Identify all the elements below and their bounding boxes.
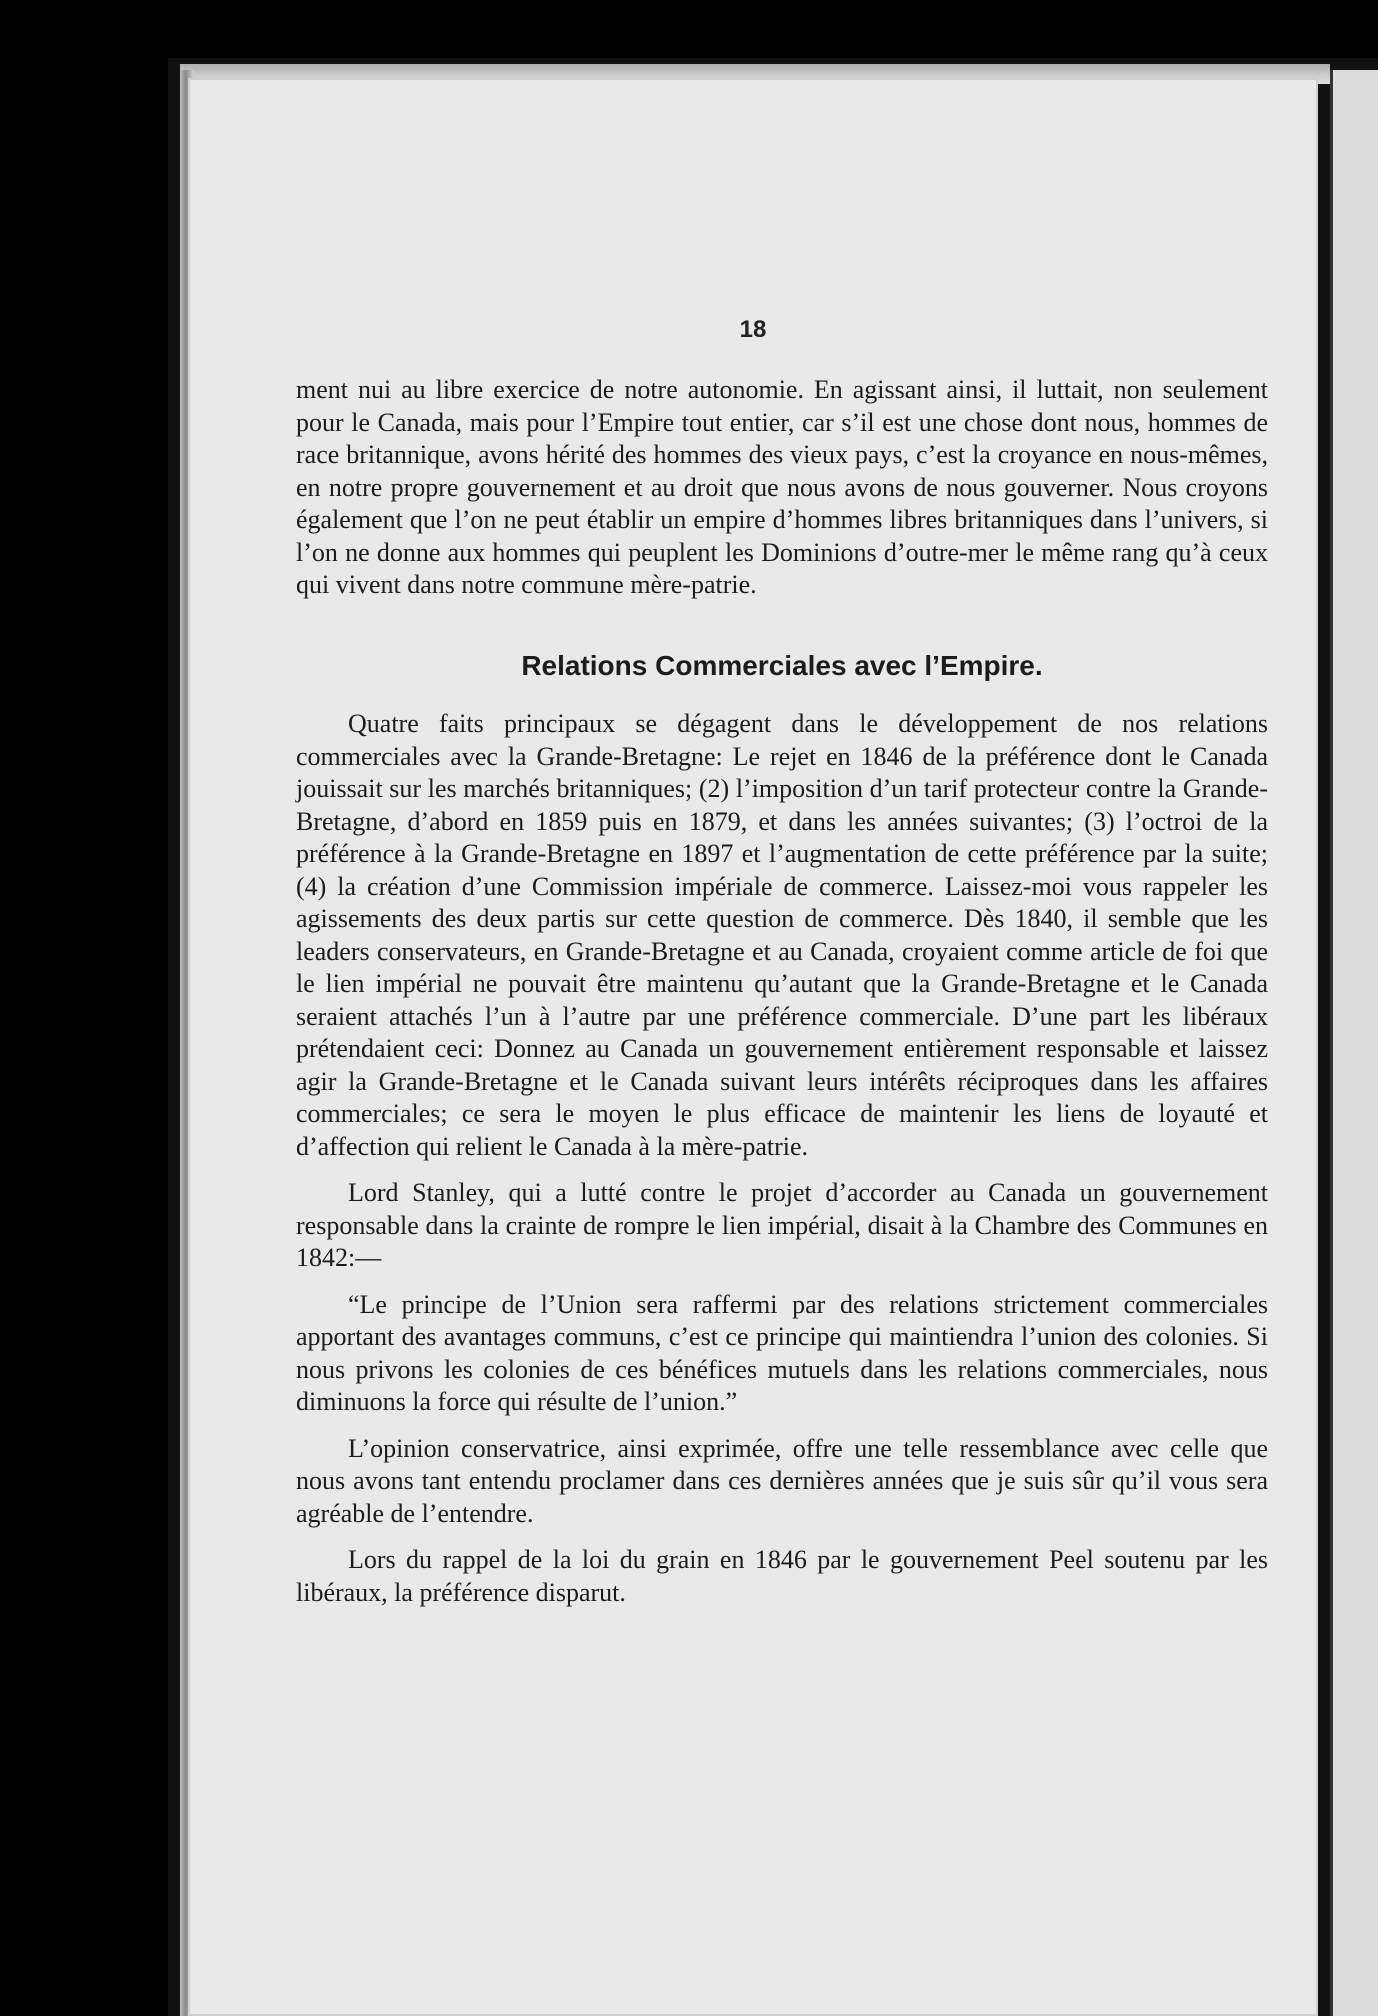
opening-paragraph: ment nui au libre exercice de notre autonomie. En agissant ainsi, il luttait, non seulement pour le Canada, mais pour l’Empire tout entier, car s’il est une chose dont nous, hommes de race britannique, avons hérité des hommes des vieux pays, c’est la croyance en nous-mêmes, en notre propre gouvernement et au droit que nous avons de nous gouverner. Nous croyons également que l’on ne peut établir un empire d’hommes libres britanniques dans l’univers, si l’on ne donne aux hommes qui peuplent les Dominions d’outre-mer le même rang qu’à ceux qui vivent dans notre commune mère-patrie.: [296, 375, 1268, 599]
body-paragraph: Quatre faits principaux se dégagent dans le développement de nos relations commerciales avec la Grande-Bretagne: Le rejet en 1846 de la préférence dont le Canada jouissait sur les marchés britanniques; (2) l’imposition d’un tarif protecteur contre la Grande-Bretagne, d’abord en 1859 puis en 1879, et dans les années suivantes; (3) l’octroi de la préférence à la Grande-Bretagne en 1897 et l’augmentation de cette préférence par la suite; (4) la création d’une Commission impériale de commerce. Laissez-moi vous rappeler les agissements des deux partis sur cette question de commerce. Dès 1840, il semble que les leaders conservateurs, en Grande-Bretagne et au Canada, croyaient comme article de foi que le lien impérial ne pouvait être maintenu qu’autant que la Grande-Bretagne et le Canada seraient attachés l’un à l’autre par une préférence commerciale. D’une part les libéraux prétendaient ceci: Donnez au Canada un gouvernement entièrement responsable et laissez agir la Grande-Bretagne et le Canada suivant leurs intérêts réciproques dans les affaires commerciales; ce sera le moyen le plus efficace de maintenir les liens de loyauté et d’affection qui relient le Canada à la mère-patrie.: [296, 709, 1268, 1161]
page-body: [296, 374, 1268, 1609]
block-quote: “Le principe de l’Union sera raffermi par des relations strictement commerciales apportant des avantages communs, c’est ce principe qui maintiendra l’union des colonies. Si nous privons les colonies de ces bénéfices mutuels dans les relations commerciales, nous diminuons la force qui résulte de l’union.”: [296, 1289, 1268, 1416]
section-heading: Relations Commerciales avec l’Empire.: [521, 649, 1043, 681]
body-paragraph: L’opinion conservatrice, ainsi exprimée, offre une telle ressemblance avec celle que nous avons tant entendu proclamer dans ces dernières années que je suis sûr qu’il vous sera agréable de l’entendre.: [296, 1433, 1268, 1528]
body-paragraph: Lord Stanley, qui a lutté contre le projet d’accorder au Canada un gouvernement responsable dans la crainte de rompre le lien impérial, disait à la Chambre des Communes en 1842:—: [296, 1178, 1268, 1272]
body-paragraph: Lors du rappel de la loi du grain en 1846 par le gouvernement Peel soutenu par les libéraux, la préférence disparut.: [296, 1545, 1268, 1607]
page-number: 18: [739, 316, 767, 343]
adjacent-page-edge: [1330, 70, 1378, 2016]
